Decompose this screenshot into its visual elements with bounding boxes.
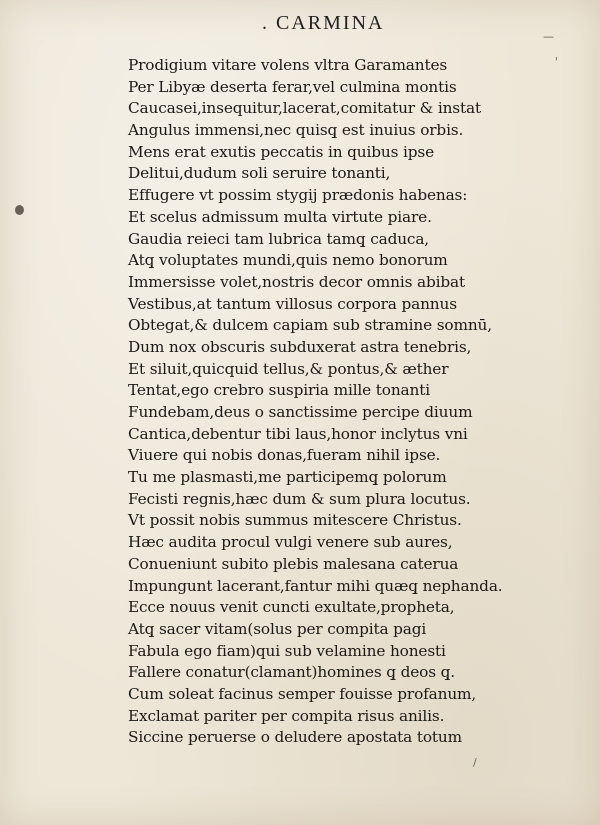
poem-line: Exclamat pariter per compita risus anilis.	[128, 706, 445, 725]
poem-line: Fallere conatur(clamant)homines q̧ deos q̧.	[128, 663, 455, 682]
poem-text	[128, 55, 548, 749]
poem-line: Mens erat exutis peccatis in quibus ipse	[128, 142, 434, 161]
poem-line: Gaudia reieci tam lubrica tamq̧ caduca,	[128, 229, 430, 248]
poem-line: Cum soleat facinus semper fouisse profanum,	[128, 684, 477, 703]
poem-line: Et scelus admissum multa virtute piare.	[128, 207, 432, 226]
poem-line: Conueniunt subito plebis malesana caterua	[128, 554, 459, 573]
poem-line: Cantica,debentur tibi laus,honor inclytus vni	[128, 424, 468, 443]
poem-line: Atq̧ voluptates mundi,quis nemo bonorum	[128, 251, 448, 270]
poem-line: Ecce nouus venit cuncti exultate,propheta,	[128, 598, 455, 617]
poem-line: Caucasei,insequitur,lacerat,comitatur & instat	[128, 99, 481, 118]
poem-line: Prodigium vitare volens vltra Garamantes	[128, 56, 448, 74]
poem-line: Vestibus,at tantum villosus corpora pannus	[128, 294, 457, 313]
poem-line: Delitui,dudum soli seruire tonanti,	[128, 164, 391, 183]
poem-line: Per Libyæ deserta ferar,vel culmina montis	[128, 77, 457, 96]
poem-line: Fecisti regnis,hæc dum & sum plura locutus.	[128, 489, 471, 508]
poem-line: Immersisse volet,nostris decor omnis abibat	[128, 272, 465, 291]
poem-line: Vt possit nobis summus mitescere Christus.	[128, 511, 462, 530]
poem-line: Impungunt lacerant,fantur mihi quæq̧ nephanda.	[128, 576, 503, 595]
poem-line: Angulus immensi,nec quisq̧ est inuius orbis.	[128, 121, 464, 140]
corner-mark: —	[543, 30, 554, 43]
poem-line: Hæc audita procul vulgi venere sub aures,	[128, 533, 453, 552]
poem-line: Et siluit,quicquid tellus,& pontus,& æther	[128, 359, 449, 378]
poem-line: Dum nox obscuris subduxerat astra tenebris,	[128, 337, 472, 356]
paper-stain	[15, 205, 24, 215]
poem-line: Tu me plasmasti,me participemq̧ polorum	[128, 468, 447, 487]
corner-mark-secondary: '	[554, 55, 558, 69]
poem-line: Effugere vt possim stygij prædonis habenas:	[128, 186, 468, 205]
poem-line: Fabula ego fiam)qui sub velamine honesti	[128, 641, 446, 660]
poem-line: Obtegat,& dulcem capiam sub stramine somnū,	[128, 316, 492, 335]
poem-line: Siccine peruerse o deludere apostata totum	[128, 728, 462, 747]
poem-line: Atq̧ sacer vitam(solus per compita pagi	[128, 619, 427, 638]
poem-line: Fundebam,deus o sanctissime percipe diuum	[128, 403, 473, 421]
bottom-mark: /	[473, 756, 477, 769]
poem-line: Viuere qui nobis donas,fueram nihil ipse.	[128, 446, 441, 465]
poem-line: Tentat,ego crebro suspiria mille tonanti	[128, 381, 430, 400]
running-head: . CARMINA	[262, 12, 385, 34]
